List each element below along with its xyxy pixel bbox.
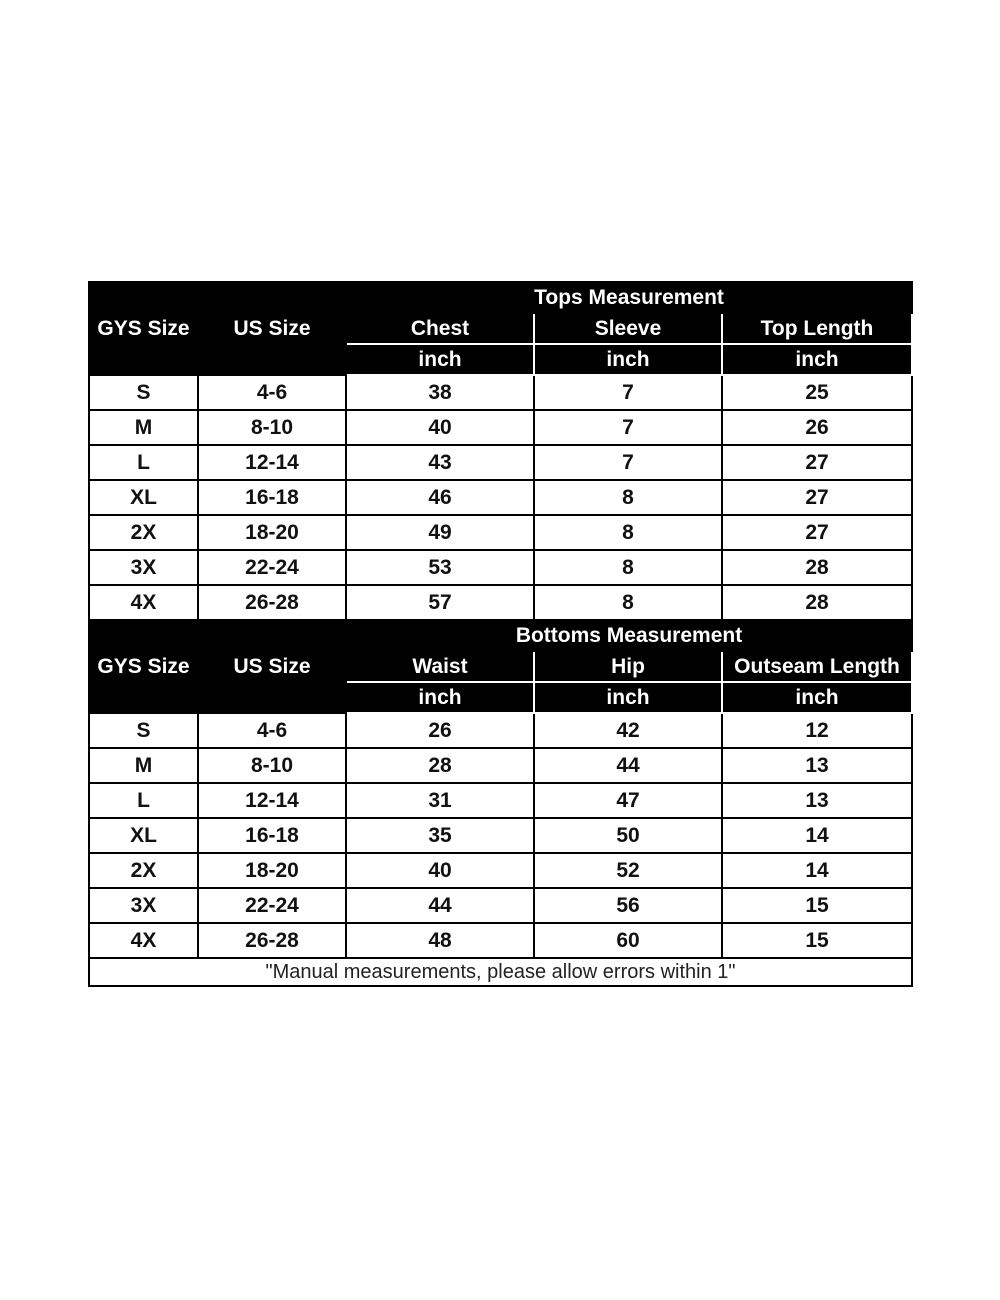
tops-unit-label: inch [346, 344, 534, 375]
tops-table-cell: 25 [722, 375, 912, 410]
note-row [89, 958, 912, 986]
tops-table-cell: L [89, 445, 198, 480]
tops-table-row [89, 445, 912, 480]
bottoms-unit-label: inch [346, 682, 534, 713]
tops-table-cell: 22-24 [198, 550, 346, 585]
tops-unit-label: inch [534, 344, 722, 375]
bottoms-table-cell: 15 [722, 888, 912, 923]
tops-table-cell: 28 [722, 550, 912, 585]
tops-table-cell: S [89, 375, 198, 410]
tops-table-cell: 27 [722, 515, 912, 550]
tops-table-cell: 28 [722, 585, 912, 620]
bottoms-table-row [89, 888, 912, 923]
tops-table-cell: 16-18 [198, 480, 346, 515]
tops-measure-header: Chest [346, 313, 534, 344]
bottoms-measure-header: Hip [534, 651, 722, 682]
tops-table-cell: 8 [534, 585, 722, 620]
bottoms-table-cell: 35 [346, 818, 534, 853]
bottoms-table-row [89, 713, 912, 748]
tops-unit-label: inch [722, 344, 912, 375]
bottoms-table-cell: 31 [346, 783, 534, 818]
bottoms-table-cell: 48 [346, 923, 534, 958]
tops-us-size-header: US Size [198, 282, 346, 375]
bottoms-table-cell: 26 [346, 713, 534, 748]
bottoms-table-cell: 44 [346, 888, 534, 923]
bottoms-unit-label: inch [534, 682, 722, 713]
bottoms-table-cell: 2X [89, 853, 198, 888]
bottoms-table-cell: M [89, 748, 198, 783]
bottoms-table-cell: 50 [534, 818, 722, 853]
tops-table-cell: 18-20 [198, 515, 346, 550]
bottoms-table-cell: 13 [722, 783, 912, 818]
tops-table-cell: 4X [89, 585, 198, 620]
tops-table-cell: 3X [89, 550, 198, 585]
bottoms-gys-size-header: GYS Size [89, 620, 198, 713]
bottoms-unit-label: inch [722, 682, 912, 713]
bottoms-measure-header: Waist [346, 651, 534, 682]
bottoms-table-row [89, 853, 912, 888]
tops-table-cell: 8 [534, 515, 722, 550]
bottoms-table-cell: 56 [534, 888, 722, 923]
tops-section-title: Tops Measurement [346, 282, 912, 313]
tops-table-cell: 49 [346, 515, 534, 550]
tops-table-cell: 40 [346, 410, 534, 445]
bottoms-table-cell: 13 [722, 748, 912, 783]
bottoms-measure-header: Outseam Length [722, 651, 912, 682]
tops-table-row [89, 550, 912, 585]
bottoms-table-cell: 18-20 [198, 853, 346, 888]
tops-gys-size-header: GYS Size [89, 282, 198, 375]
bottoms-table-cell: 4-6 [198, 713, 346, 748]
bottoms-table-cell: 3X [89, 888, 198, 923]
bottoms-table-cell: 42 [534, 713, 722, 748]
tops-table-cell: 7 [534, 375, 722, 410]
tops-table-row [89, 480, 912, 515]
bottoms-table-row [89, 783, 912, 818]
bottoms-table-cell: 60 [534, 923, 722, 958]
tops-table-cell: 27 [722, 445, 912, 480]
tops-table-cell: 8 [534, 550, 722, 585]
tops-measure-header: Top Length [722, 313, 912, 344]
bottoms-table-cell: 4X [89, 923, 198, 958]
tops-table-row [89, 515, 912, 550]
bottoms-table-row [89, 923, 912, 958]
tops-table-row [89, 585, 912, 620]
bottoms-table-cell: 14 [722, 818, 912, 853]
size-chart-table [88, 281, 913, 987]
tops-table-cell: 4-6 [198, 375, 346, 410]
bottoms-table-cell: 15 [722, 923, 912, 958]
bottoms-table-cell: 40 [346, 853, 534, 888]
tops-table-cell: XL [89, 480, 198, 515]
bottoms-table-cell: 14 [722, 853, 912, 888]
tops-table-cell: 38 [346, 375, 534, 410]
bottoms-table-cell: 28 [346, 748, 534, 783]
bottoms-table-cell: 12-14 [198, 783, 346, 818]
bottoms-section-title: Bottoms Measurement [346, 620, 912, 651]
tops-table-cell: 43 [346, 445, 534, 480]
bottoms-table-row [89, 748, 912, 783]
tops-table-cell: 46 [346, 480, 534, 515]
tops-table-cell: 8-10 [198, 410, 346, 445]
bottoms-table-cell: 8-10 [198, 748, 346, 783]
tops-table-cell: 53 [346, 550, 534, 585]
tops-table-cell: 57 [346, 585, 534, 620]
tops-table-cell: 8 [534, 480, 722, 515]
bottoms-us-size-header: US Size [198, 620, 346, 713]
bottoms-table-cell: 52 [534, 853, 722, 888]
bottoms-table-cell: 22-24 [198, 888, 346, 923]
tops-table-cell: 27 [722, 480, 912, 515]
tops-table-cell: 12-14 [198, 445, 346, 480]
tops-table-cell: M [89, 410, 198, 445]
bottoms-header-row [89, 620, 912, 651]
bottoms-table-cell: 47 [534, 783, 722, 818]
tops-table-row [89, 410, 912, 445]
bottoms-table-cell: 12 [722, 713, 912, 748]
tops-table-cell: 7 [534, 445, 722, 480]
bottoms-table-cell: L [89, 783, 198, 818]
measurement-note: "Manual measurements, please allow errors within 1" [89, 958, 912, 986]
tops-header-row [89, 282, 912, 313]
tops-table-cell: 26-28 [198, 585, 346, 620]
bottoms-table-cell: XL [89, 818, 198, 853]
tops-measure-header: Sleeve [534, 313, 722, 344]
tops-table-cell: 7 [534, 410, 722, 445]
tops-table-row [89, 375, 912, 410]
bottoms-table-cell: 26-28 [198, 923, 346, 958]
bottoms-table-cell: S [89, 713, 198, 748]
tops-table-cell: 2X [89, 515, 198, 550]
bottoms-table-cell: 44 [534, 748, 722, 783]
size-chart-body [89, 282, 912, 986]
bottoms-table-cell: 16-18 [198, 818, 346, 853]
bottoms-table-row [89, 818, 912, 853]
tops-table-cell: 26 [722, 410, 912, 445]
